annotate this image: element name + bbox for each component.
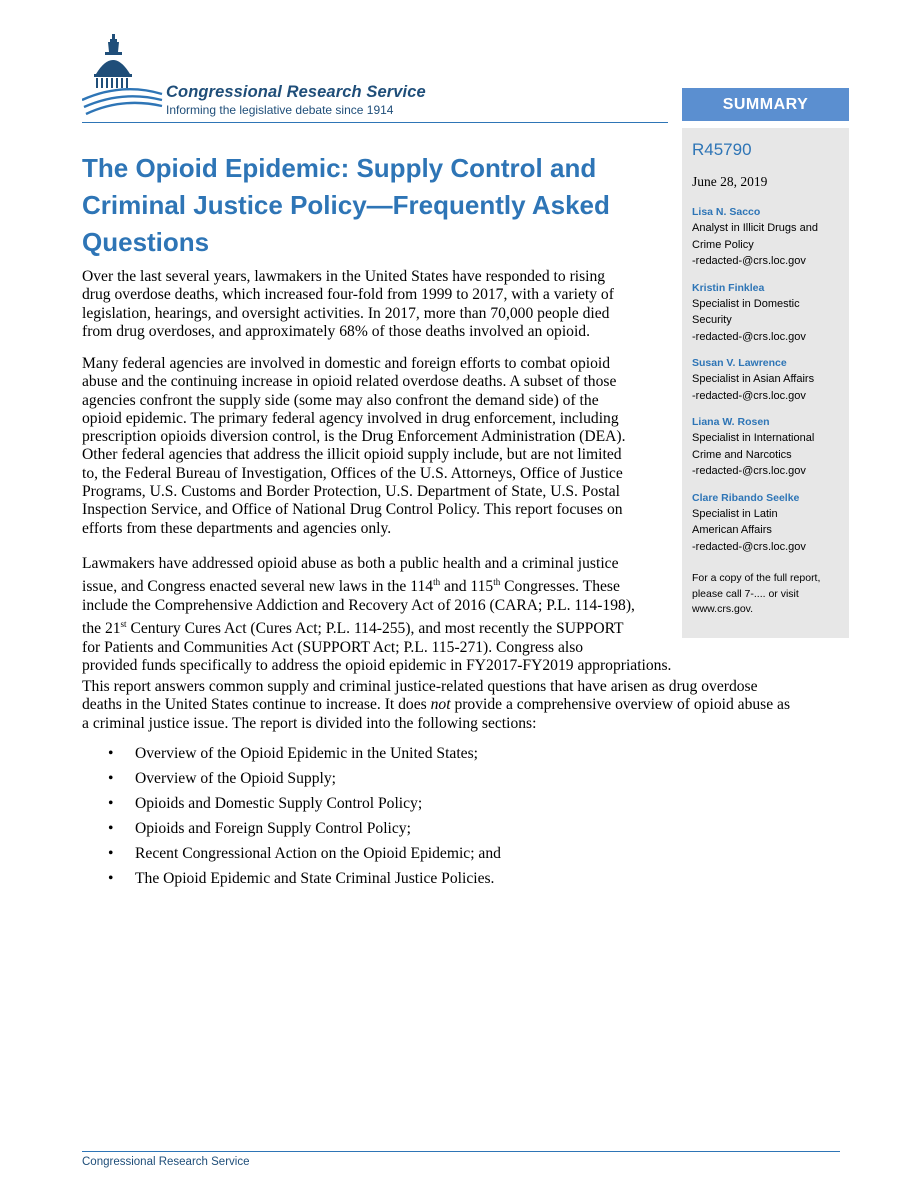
report-title: The Opioid Epidemic: Supply Control and Criminal Justice Policy—Frequently Asked Questions: [82, 153, 610, 257]
author-block: [692, 490, 840, 556]
list-item: • Overview of the Opioid Epidemic in the United States;: [82, 741, 822, 766]
footer-org-name: Congressional Research Service: [82, 1156, 250, 1168]
summary-heading: SUMMARY: [682, 88, 849, 121]
report-date: June 28, 2019: [692, 174, 768, 189]
author-email: -redacted-@crs.loc.gov: [692, 389, 806, 402]
author-title: Specialist in Latin: [692, 507, 778, 520]
list-item: • Recent Congressional Action on the Opioid Epidemic; and: [82, 841, 822, 866]
bullet: •: [108, 745, 114, 762]
bullet: •: [108, 845, 114, 862]
paragraph-agencies: Many federal agencies are involved in domestic and foreign efforts to combat opioid abuse and the continuing increase in opioid related overdose deaths. A subset of those agencies confront the supply side (some may also confront the demand side) of the opioid epidemic. The primary federal agency involved in drug enforcement, including prescription opioids diversion control, is the Drug Enforcement Administration (DEA). Other federal agencies that address the illicit opioid supply include, but are not limited to, the Federal Bureau of Investigation, Offices of the U.S. Attorneys, Office of Justice Programs, U.S. Customs and Border Protection, U.S. Department of State, U.S. Postal Inspection Service, and Office of National Drug Control Policy. This report focuses on efforts from these departments and agencies only.: [82, 355, 626, 537]
author-title: American Affairs: [692, 524, 772, 536]
author-title: Analyst in Illicit Drugs and: [692, 222, 818, 234]
author-block: [692, 414, 840, 480]
author-email: -redacted-@crs.loc.gov: [692, 540, 806, 553]
copy-note: For a copy of the full report, please call 7-.... or visit www.crs.gov.: [692, 572, 821, 615]
org-tagline: Informing the legislative debate since 1914: [166, 103, 394, 117]
header-rule: [82, 122, 668, 123]
author-email: -redacted-@crs.loc.gov: [692, 255, 806, 267]
list-item: • Opioids and Foreign Supply Control Policy;: [82, 816, 822, 841]
crs-logo: [82, 34, 482, 122]
author-title: Security: [692, 314, 732, 326]
list-item: • Opioids and Domestic Supply Control Policy;: [82, 791, 822, 816]
author-title: Specialist in Asian Affairs: [692, 373, 815, 385]
author-name: Susan V. Lawrence: [692, 357, 787, 369]
paragraph-report-scope: This report answers common supply and criminal justice-related questions that have arisen as drug overdose deaths in the United States continue to increase. It does not provide a comprehensive overview of opioid abuse as a criminal justice issue. The report is divided into the following sections:: [82, 678, 791, 732]
author-name: Lisa N. Sacco: [692, 206, 761, 218]
org-name: Congressional Research Service: [166, 83, 426, 101]
author-block: [692, 204, 840, 270]
bullet: •: [108, 795, 114, 812]
capitol-dome-icon: [82, 34, 164, 120]
author-name: Kristin Finklea: [692, 281, 765, 294]
author-title: Crime and Narcotics: [692, 448, 792, 461]
author-title: Crime Policy: [692, 238, 754, 251]
author-block: [692, 280, 840, 346]
author-name: Clare Ribando Seelke: [692, 491, 800, 504]
author-email: -redacted-@crs.loc.gov: [692, 465, 806, 477]
bullet: •: [108, 820, 114, 837]
paragraph-overview: Over the last several years, lawmakers in the United States have responded to rising drug overdose deaths, which increased four-fold from 1999 to 2017, with a variety of legislation, hearings, and oversight activities. In 2017, more than 70,000 people died from drug overdoses, and approximately 68% of those deaths involved an opioid.: [82, 268, 614, 340]
summary-sidebar: [682, 128, 849, 638]
bullet: •: [108, 870, 114, 887]
section-list: [82, 741, 822, 891]
report-number: R45790: [692, 140, 752, 159]
author-name: Liana W. Rosen: [692, 416, 770, 428]
list-item: • Overview of the Opioid Supply;: [82, 766, 822, 791]
author-block: [692, 355, 840, 404]
list-item: • The Opioid Epidemic and State Criminal Justice Policies.: [82, 866, 822, 891]
author-title: Specialist in Domestic: [692, 297, 800, 310]
bullet: •: [108, 770, 114, 787]
author-title: Specialist in International: [692, 432, 815, 444]
author-email: -redacted-@crs.loc.gov: [692, 330, 806, 343]
paragraph-legislation: Lawmakers have addressed opioid abuse as both a public health and a criminal justice issue, and Congress enacted several new laws in the 114th and 115th Congresses. These include the Comprehensive Addiction and Recovery Act of 2016 (CARA; P.L. 114-198), the 21st Century Cures Act (Cures Act; P.L. 114-255), and most recently the SUPPORT for Patients and Communities Act (SUPPORT Act; P.L. 115-271). Congress also provided funds specifically to address the opioid epidemic in FY2017-FY2019 appropriations.: [82, 555, 672, 674]
footer-rule: [82, 1151, 840, 1152]
